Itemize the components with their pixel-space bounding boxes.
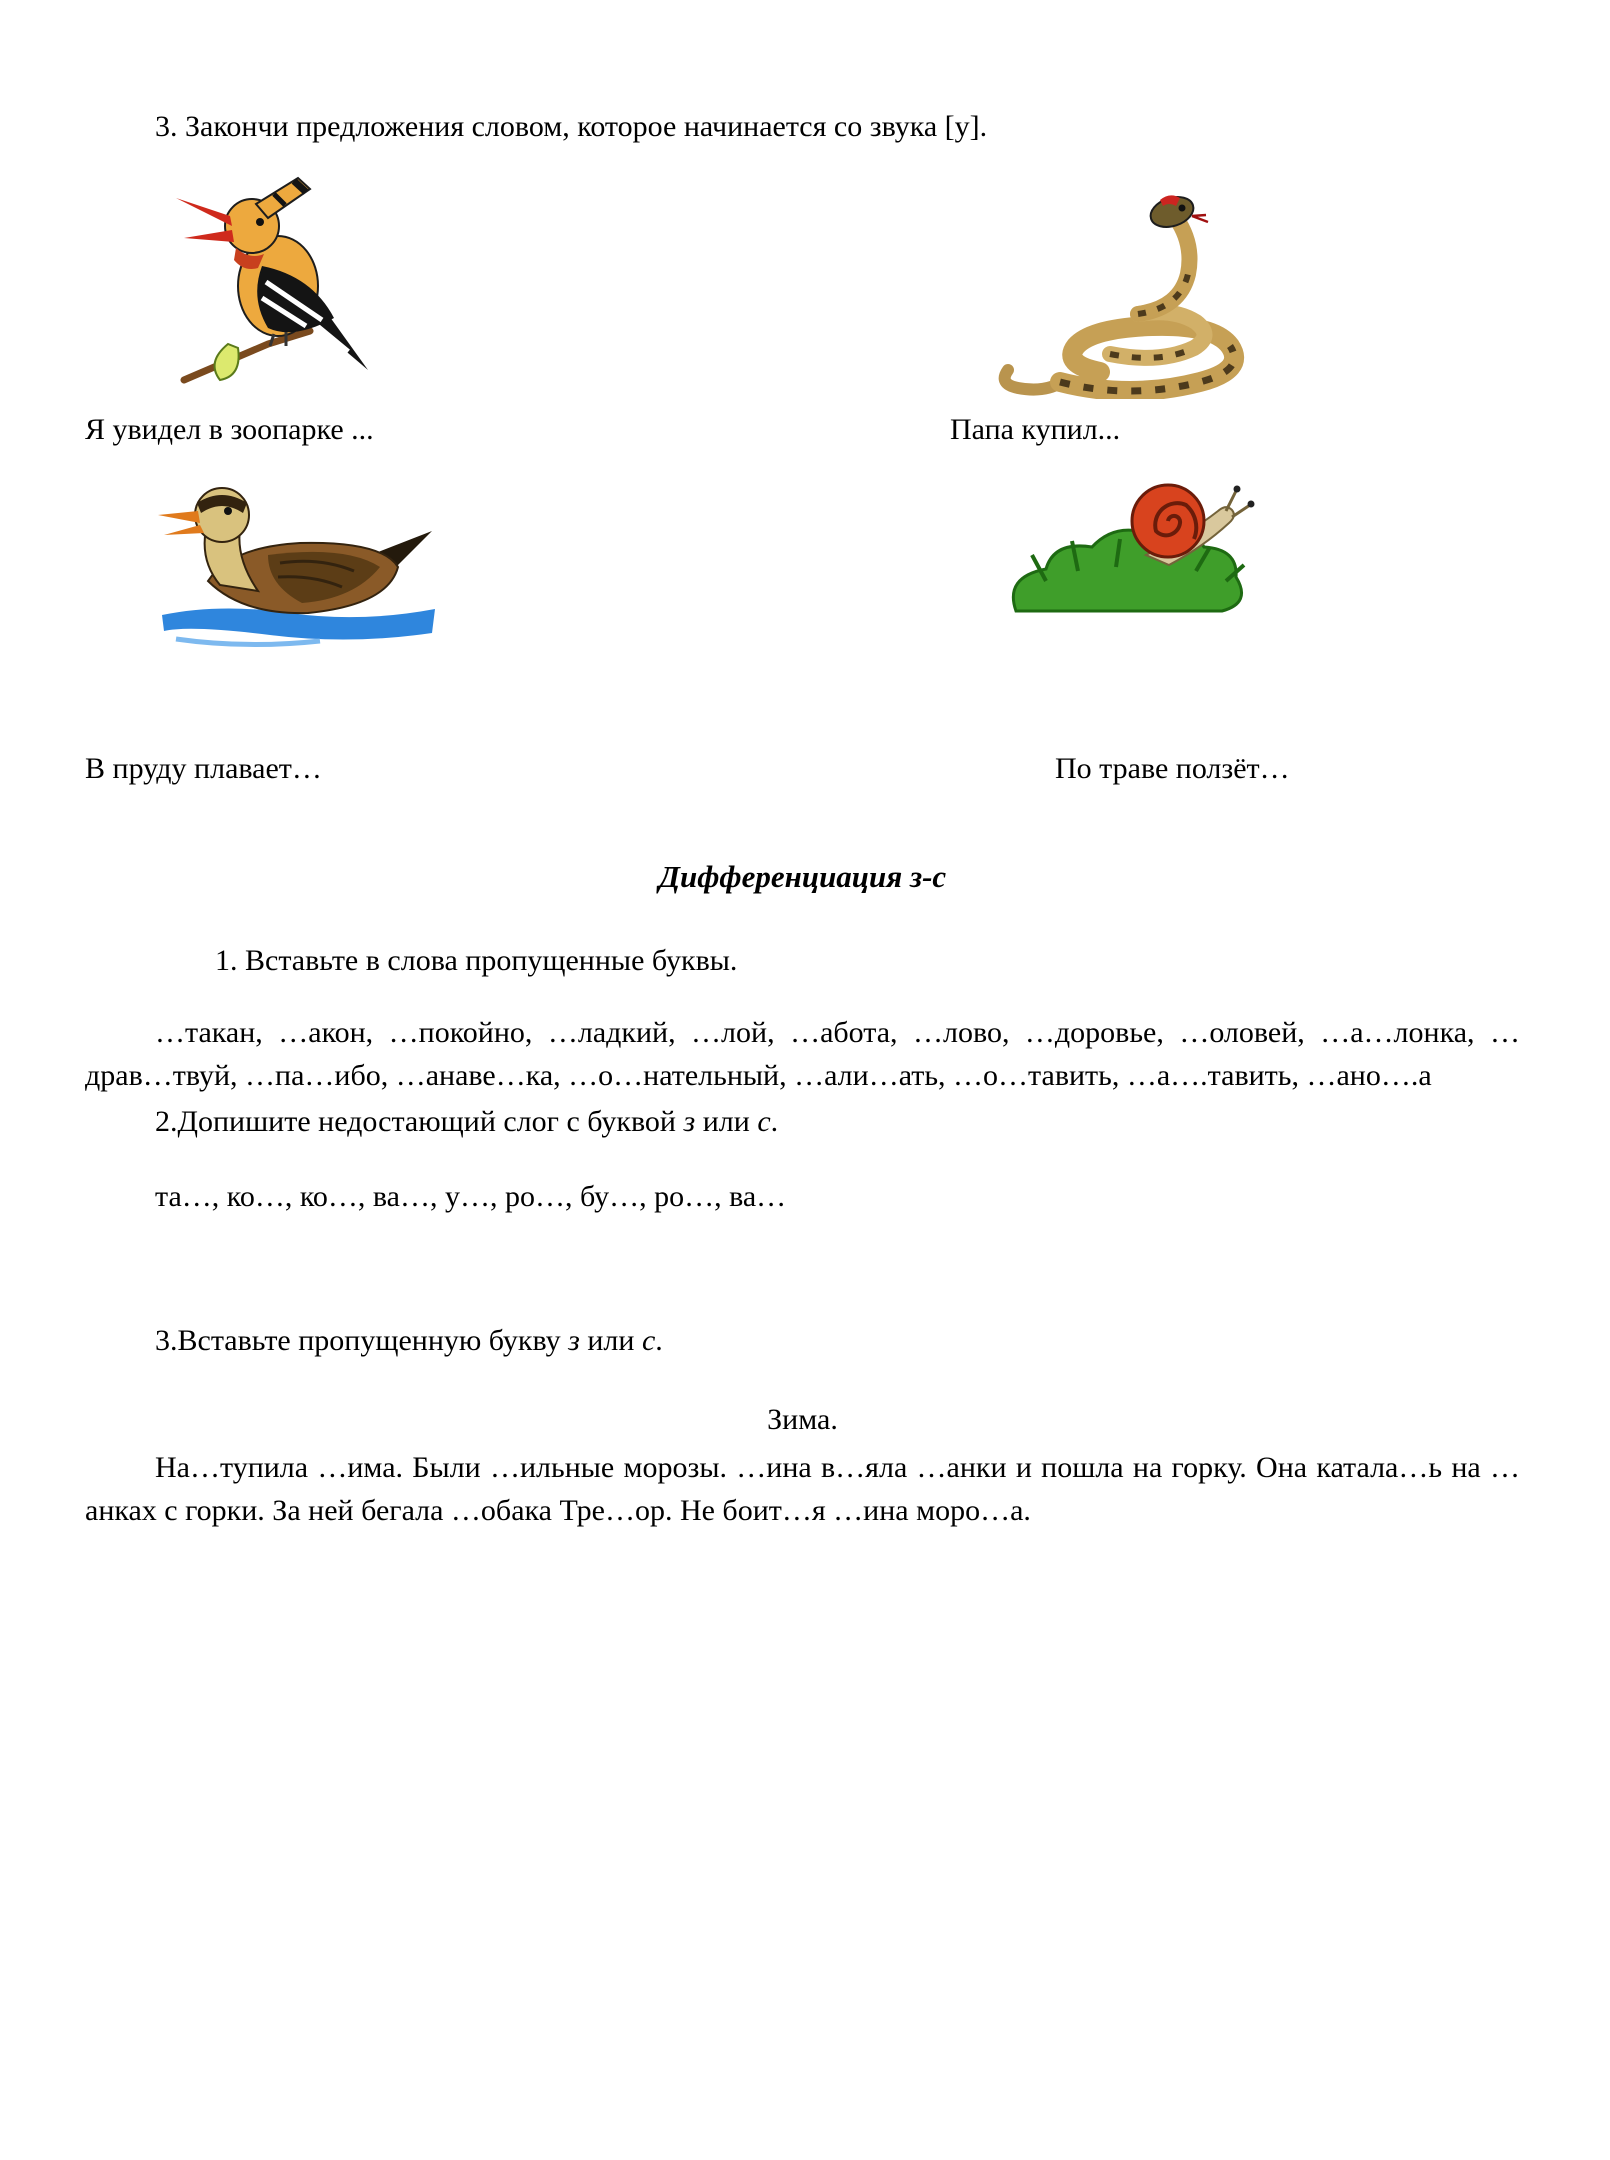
task2-letter-z: з bbox=[683, 1104, 696, 1138]
caption-papa: Папа купил... bbox=[950, 412, 1121, 446]
task3-letter-s: с bbox=[641, 1323, 656, 1357]
caption-pond: В пруду плавает… bbox=[85, 752, 322, 785]
pictures-row-1 bbox=[85, 174, 1520, 402]
task2-period: . bbox=[770, 1104, 779, 1138]
task2-syllable-list: та…, ко…, ко…, ва…, у…, ро…, бу…, ро…, ва… bbox=[155, 1180, 787, 1214]
task3-period: . bbox=[655, 1323, 663, 1357]
task2-letter-s: с bbox=[757, 1104, 771, 1138]
captions-row-1 bbox=[85, 408, 1520, 452]
duck-image bbox=[150, 463, 440, 653]
zima-story-title: Зима. bbox=[767, 1403, 838, 1437]
task3-heading-text: 3.Вставьте пропущенную букву bbox=[155, 1323, 569, 1357]
hoopoe-bird-image bbox=[170, 174, 390, 389]
captions-row-2 bbox=[85, 747, 1520, 791]
task2-conj: или bbox=[695, 1104, 758, 1138]
task1-word-list: …такан, …акон, …покойно, …ладкий, …лой, …абота, …лово, …доровье, …оловей, …а…лонка, …драв…твуй, …па…ибо, …анаве…ка, …о…нательный, …али…ать, …о…тавить, …а….тавить, …ано….а bbox=[85, 1015, 1520, 1093]
section-title: Дифференциация з-с bbox=[658, 858, 947, 894]
task-sound-u-heading: 3. Закончи предложения словом, которое начинается со звука [у]. bbox=[155, 110, 988, 143]
task3-conj: или bbox=[579, 1323, 642, 1357]
task2-heading-text: 2.Допишите недостающий слог с буквой bbox=[155, 1104, 684, 1138]
task2-heading bbox=[155, 1100, 1520, 1144]
snail-image bbox=[1000, 463, 1280, 623]
snake-image bbox=[990, 174, 1270, 399]
caption-zoo: Я увидел в зоопарке ... bbox=[85, 412, 374, 446]
zima-story-text: На…тупила …има. Были …ильные морозы. …ина в…яла …анки и пошла на горку. Она катала…ь на … анках с горки. За ней бегала …обака Тре…ор. Не боит…я …ина моро…а. bbox=[85, 1450, 1520, 1528]
task3-heading bbox=[155, 1319, 1520, 1363]
task3-letter-z: з bbox=[568, 1323, 580, 1357]
task1-heading: 1. Вставьте в слова пропущенные буквы. bbox=[215, 944, 738, 978]
caption-grass: По траве ползёт… bbox=[1055, 752, 1290, 785]
pictures-row-2 bbox=[85, 463, 1520, 661]
